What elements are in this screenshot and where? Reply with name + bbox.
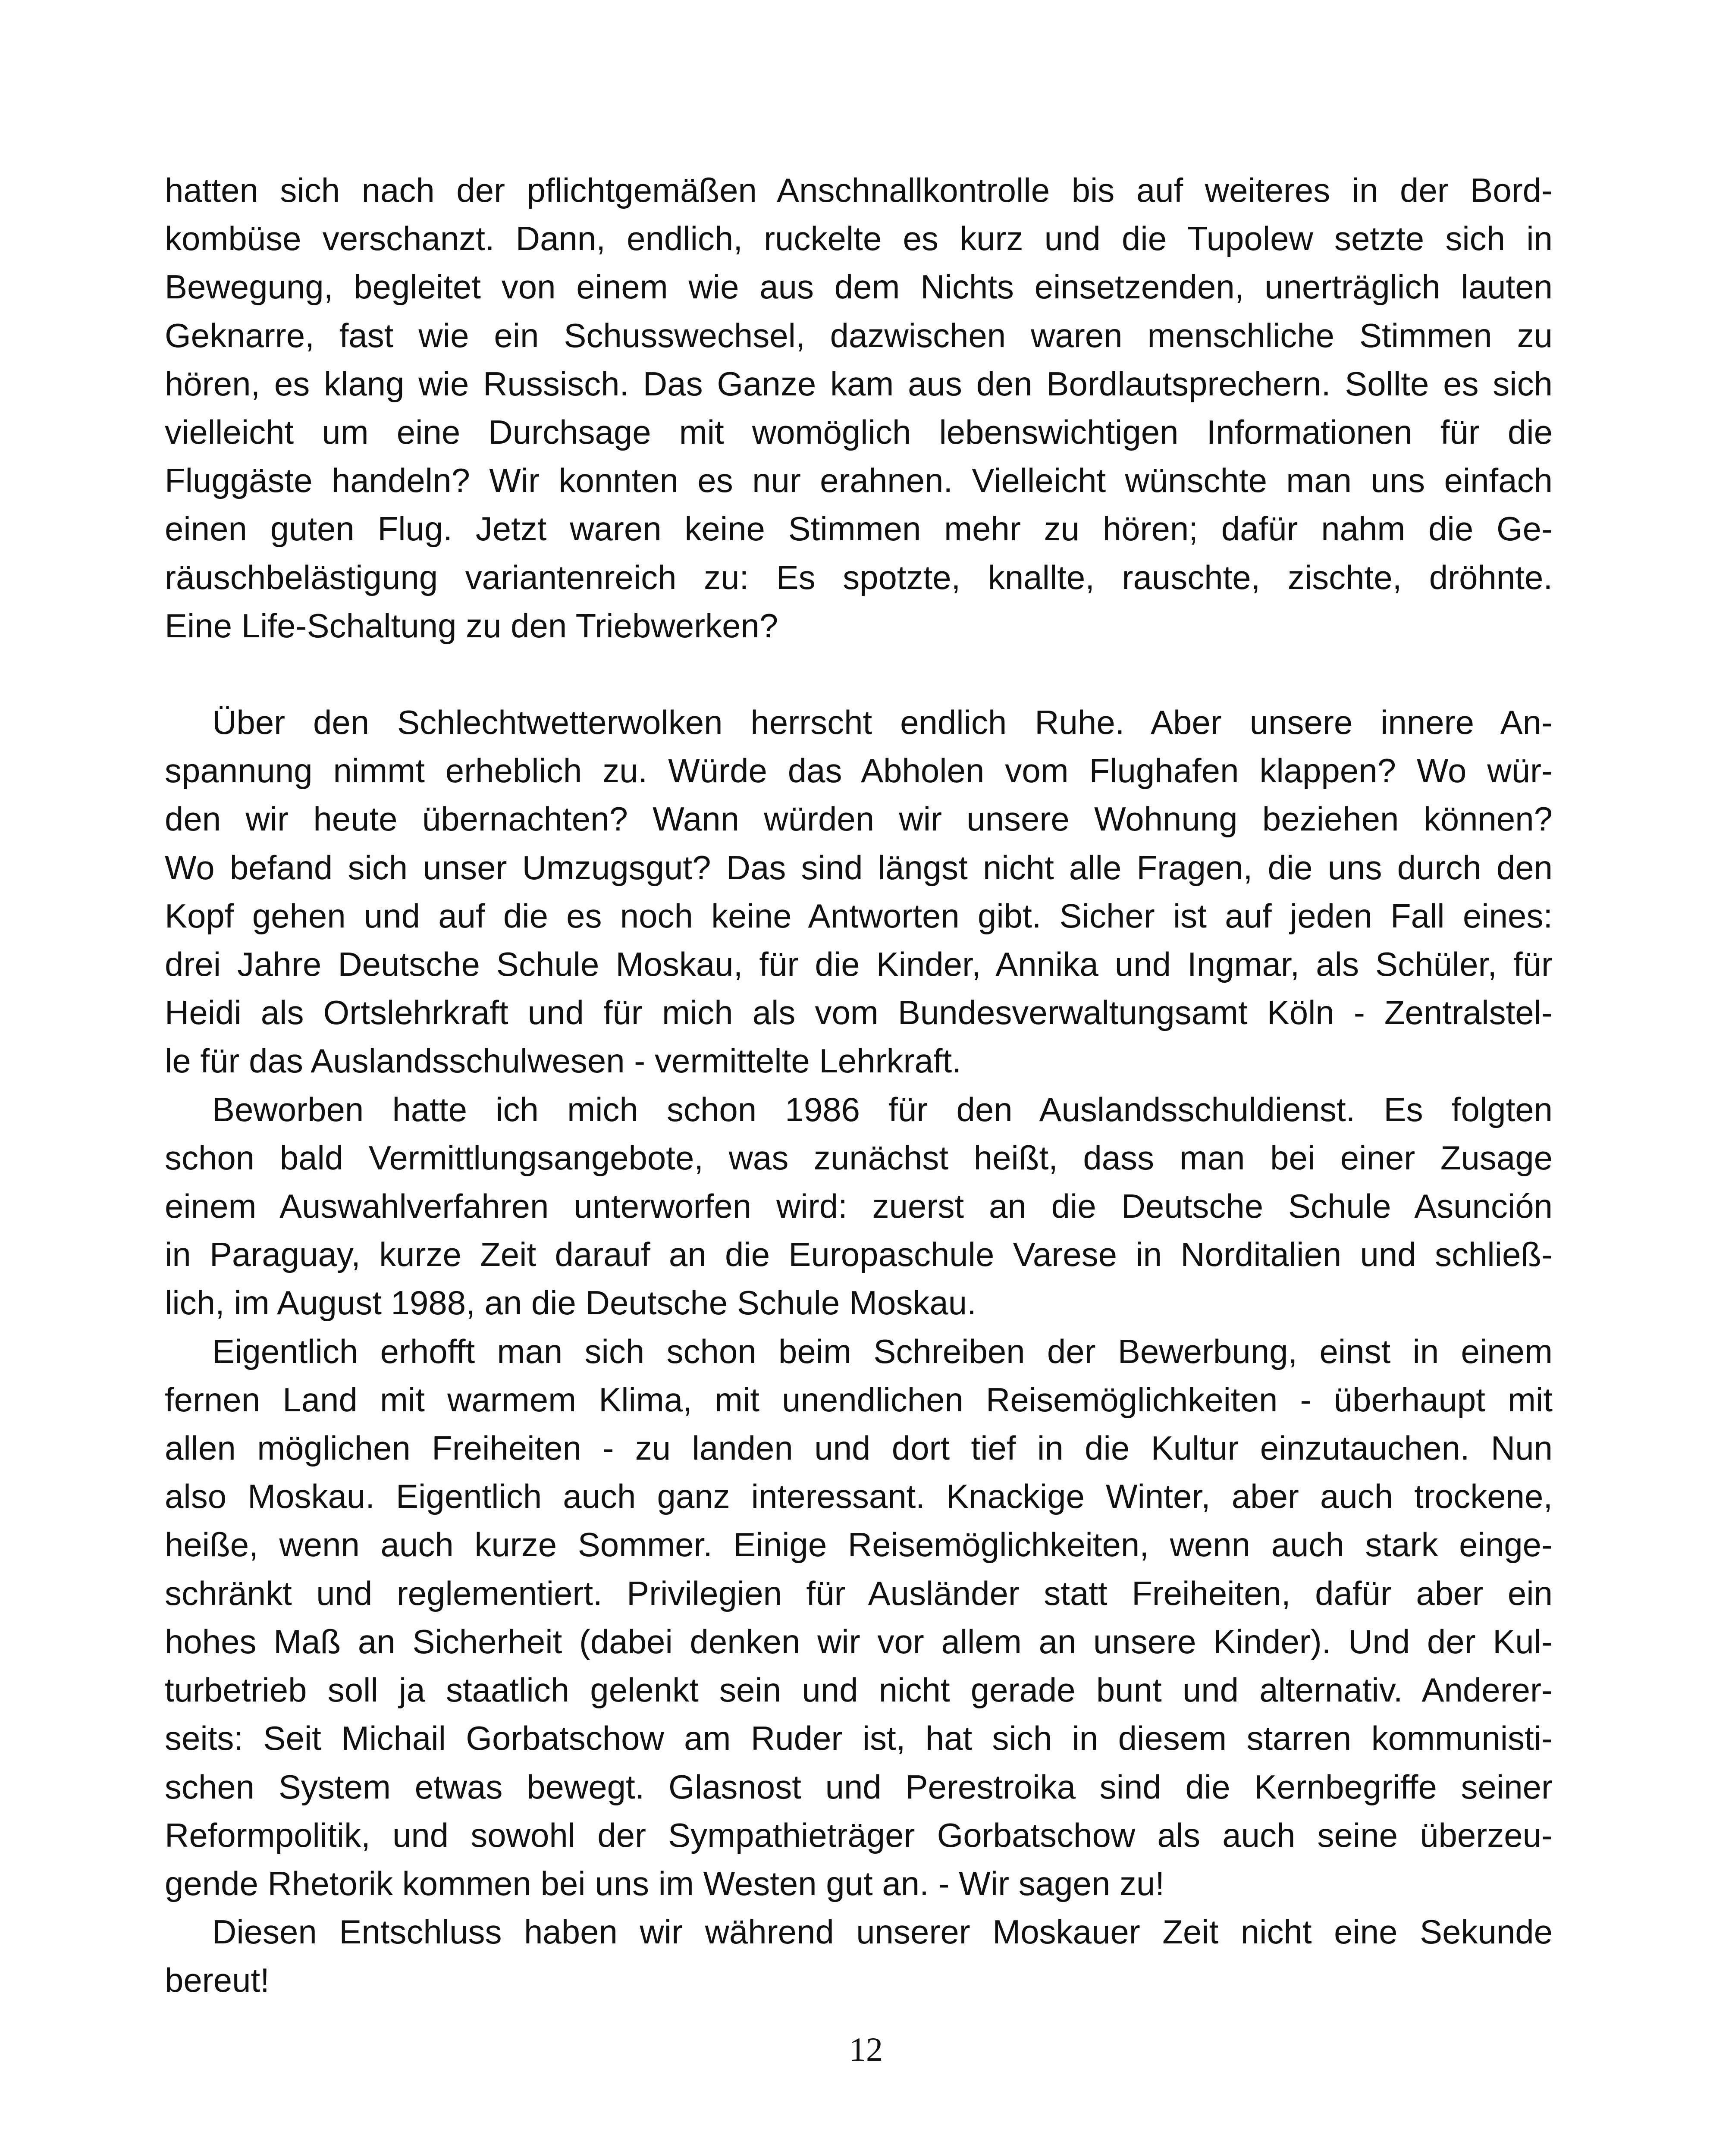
text-line: Kopf gehen und auf die es noch keine Antworten gibt. Sicher ist auf jeden Fall eines:: [165, 896, 1553, 935]
text-line: einem Auswahlverfahren unterworfen wird: zuerst an die Deutsche Schule Asunción: [165, 1187, 1553, 1225]
text-line: Fluggäste handeln? Wir konnten es nur erahnen. Vielleicht wünschte man uns einfach: [165, 461, 1553, 500]
text-line: schen System etwas bewegt. Glasnost und Perestroika sind die Kernbegriffe seiner: [165, 1767, 1553, 1806]
text-line: schon bald Vermittlungsangebote, was zunächst heißt, dass man bei einer Zusage: [165, 1138, 1553, 1177]
text-line: Reformpolitik, und sowohl der Sympathieträger Gorbatschow als auch seine überzeu-: [165, 1816, 1553, 1854]
text-line: gende Rhetorik kommen bei uns im Westen gut an. - Wir sagen zu!: [165, 1864, 1164, 1902]
text-line: hohes Maß an Sicherheit (dabei denken wir vor allem an unsere Kinder). Und der Kul-: [165, 1622, 1553, 1661]
paragraph-2: [165, 698, 1553, 1085]
text-line: räuschbelästigung variantenreich zu: Es spotzte, knallte, rauschte, zischte, dröhnte.: [165, 558, 1553, 596]
page-number: 12: [849, 2031, 883, 2068]
text-line: allen möglichen Freiheiten - zu landen und dort tief in die Kultur einzutauchen. Nun: [165, 1429, 1553, 1467]
text-line: fernen Land mit warmem Klima, mit unendlichen Reisemöglichkeiten - überhaupt mit: [165, 1380, 1553, 1419]
text-line: heiße, wenn auch kurze Sommer. Einige Reisemöglichkeiten, wenn auch stark einge-: [165, 1526, 1553, 1564]
text-line: also Moskau. Eigentlich auch ganz interessant. Knackige Winter, aber auch trockene,: [165, 1477, 1553, 1516]
text-line: Heidi als Ortslehrkraft und für mich als vom Bundesverwaltungsamt Köln - Zentralstel-: [165, 993, 1553, 1032]
paragraph-1: [165, 166, 1553, 650]
text-line: le für das Auslandsschulwesen - vermittelte Lehrkraft.: [165, 1042, 961, 1080]
paragraph-gap: [165, 650, 1553, 698]
text-line: Eine Life-Schaltung zu den Triebwerken?: [165, 606, 778, 645]
text-line: hören, es klang wie Russisch. Das Ganze kam aus den Bordlautsprechern. Sollte es sich: [165, 364, 1553, 403]
text-line: hatten sich nach der pflichtgemäßen Anschnallkontrolle bis auf weiteres in der Bord-: [165, 171, 1553, 209]
text-line: vielleicht um eine Durchsage mit womöglich lebenswichtigen Informationen für die: [165, 413, 1553, 451]
text-line: Beworben hatte ich mich schon 1986 für den Auslandsschuldienst. Es folgten: [212, 1090, 1553, 1128]
text-line: drei Jahre Deutsche Schule Moskau, für die Kinder, Annika und Ingmar, als Schüler, für: [165, 945, 1553, 984]
text-line: Über den Schlechtwetterwolken herrscht endlich Ruhe. Aber unsere innere An-: [212, 703, 1553, 742]
text-line: seits: Seit Michail Gorbatschow am Ruder ist, hat sich in diesem starren kommunisti-: [165, 1719, 1553, 1758]
text-line: den wir heute übernachten? Wann würden wir unsere Wohnung beziehen können?: [165, 800, 1553, 838]
text-line: turbetrieb soll ja staatlich gelenkt sein und nicht gerade bunt und alternativ. Anderer-: [165, 1671, 1553, 1709]
text-line: Geknarre, fast wie ein Schusswechsel, dazwischen waren menschliche Stimmen zu: [165, 316, 1553, 354]
text-line: Bewegung, begleitet von einem wie aus dem Nichts einsetzenden, unerträglich lauten: [165, 268, 1553, 306]
text-line: Diesen Entschluss haben wir während unserer Moskauer Zeit nicht eine Sekunde: [212, 1913, 1553, 1951]
text-line: lich, im August 1988, an die Deutsche Schule Moskau.: [165, 1284, 976, 1322]
text-line: schränkt und reglementiert. Privilegien für Ausländer statt Freiheiten, dafür aber ein: [165, 1574, 1553, 1612]
text-line: spannung nimmt erheblich zu. Würde das Abholen vom Flughafen klappen? Wo wür-: [165, 752, 1553, 790]
text-line: in Paraguay, kurze Zeit darauf an die Europaschule Varese in Norditalien und schließ-: [165, 1235, 1553, 1274]
text-line: einen guten Flug. Jetzt waren keine Stimmen mehr zu hören; dafür nahm die Ge-: [165, 510, 1553, 548]
text-line: bereut!: [165, 1961, 270, 1999]
text-line: kombüse verschanzt. Dann, endlich, ruckelte es kurz und die Tupolew setzte sich in: [165, 219, 1553, 258]
body-text: [165, 166, 1553, 2005]
paragraph-5: [165, 1908, 1553, 2004]
paragraph-3: [165, 1085, 1553, 1327]
paragraph-4: [165, 1327, 1553, 1908]
text-line: Eigentlich erhofft man sich schon beim Schreiben der Bewerbung, einst in einem: [212, 1332, 1553, 1370]
text-line: Wo befand sich unser Umzugsgut? Das sind längst nicht alle Fragen, die uns durch den: [165, 848, 1553, 887]
